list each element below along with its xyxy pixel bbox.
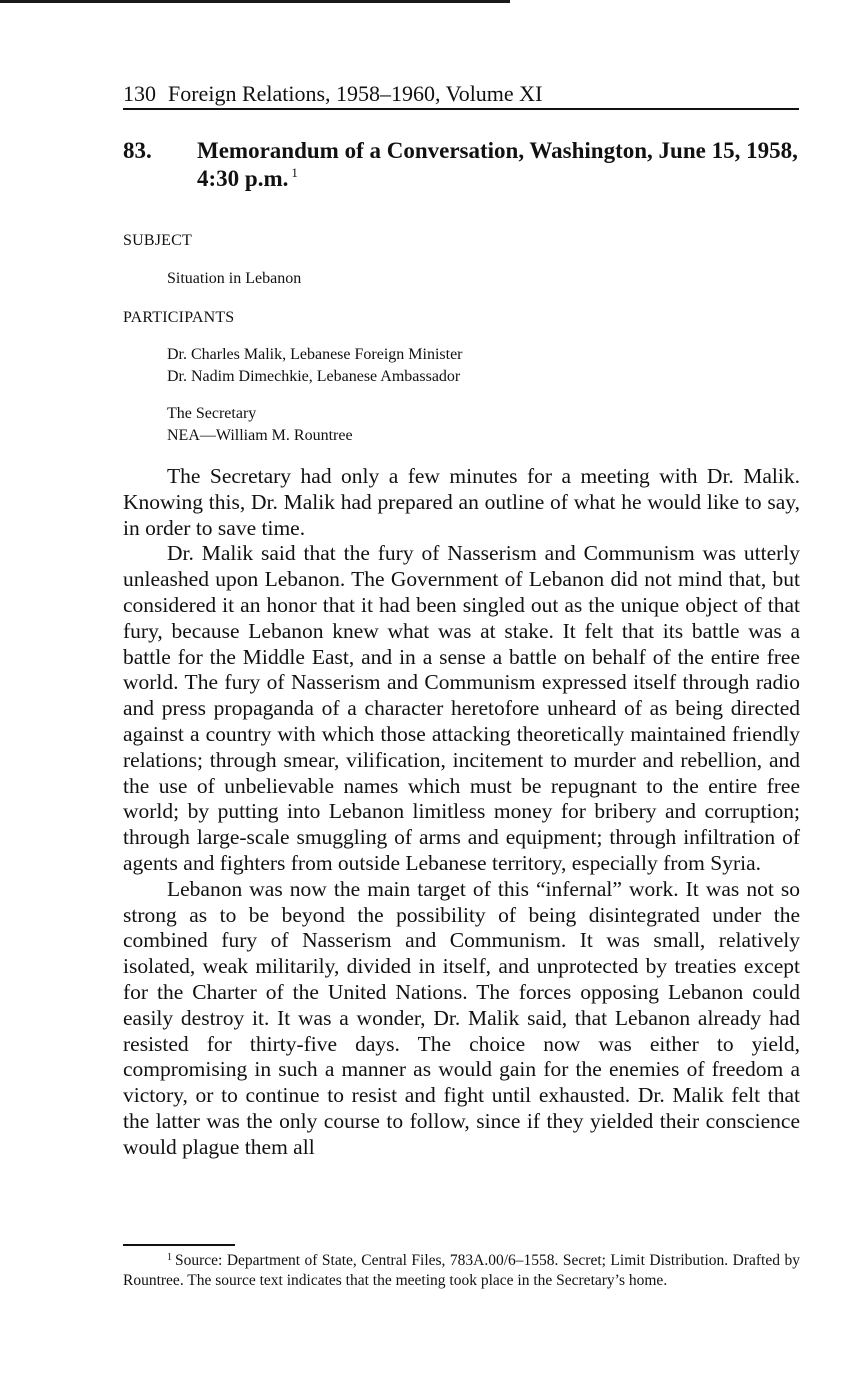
footnote [123, 1251, 800, 1291]
participant-entry: The Secretary [167, 405, 257, 422]
document-title-wrapper [197, 137, 803, 193]
footnote-marker: 1 [167, 1252, 172, 1263]
footnote-rule [123, 1244, 235, 1246]
document-title: Memorandum of a Conversation, Washington, June 15, 1958, 4:30 p.m. [197, 138, 798, 191]
footnote-text: Source: Department of State, Central Files, 783A.00/6–1558. Secret; Limit Distribution. Drafted by Rountree. The source text indicates that the meeting took place in the Secretary’s home. [123, 1252, 800, 1289]
participants-lebanese [167, 344, 463, 388]
body-paragraph: Dr. Malik said that the fury of Nasserism and Communism was utterly unleashed upon Lebanon. The Government of Lebanon did not mind that, but considered it an honor that it had been singled out as the unique object of that fury, because Lebanon knew what was at stake. It felt that its battle was a battle for the Middle East, and in a sense a battle on behalf of the entire free world. The fury of Nasserism and Communism expressed itself through radio and press propaganda of a character heretofore unheard of as being directed against a country with which those attacking theoretically maintained friendly relations; through smear, vilification, incitement to murder and rebellion, and the use of unbelievable names which must be repugnant to the entire free world; by putting into Lebanon limitless money for bribery and corruption; through large-scale smuggling of arms and equipment; through infiltration of agents and fighters from outside Lebanese territory, especially from Syria. [123, 541, 800, 875]
participant-entry: NEA—William M. Rountree [167, 427, 353, 444]
participant-entry: Dr. Charles Malik, Lebanese Foreign Minister [167, 346, 463, 363]
body-paragraph: Lebanon was now the main target of this “infernal” work. It was not so strong as to be beyond the possibility of being disintegrated under the combined fury of Nasserism and Communism. It was small, relatively isolated, weak militarily, divided in itself, and unprotected by treaties except for the Charter of the United Nations. The forces opposing Lebanon could easily destroy it. It was a wonder, Dr. Malik said, that Lebanon already had resisted for thirty-five days. The choice now was either to yield, compromising in such a manner as would gain for the enemies of freedom a victory, or to continue to resist and fight until exhausted. Dr. Malik felt that the latter was the only course to follow, since if they yielded their conscience would plague them all [123, 876, 800, 1159]
participants-us [167, 403, 353, 447]
document-number: 83. [123, 138, 152, 163]
subject-text: Situation in Lebanon [167, 270, 302, 287]
subject-block [167, 268, 301, 290]
participants-label: PARTICIPANTS [123, 309, 235, 326]
memorandum-body [123, 464, 800, 1161]
scan-edge-line [0, 0, 510, 3]
page-number: 130 [123, 81, 156, 106]
participant-entry: Dr. Nadim Dimechkie, Lebanese Ambassador [167, 368, 461, 385]
document-heading [123, 137, 803, 193]
publication-title: Foreign Relations, 1958–1960, Volume XI [168, 81, 543, 106]
body-paragraph: The Secretary had only a few minutes for a meeting with Dr. Malik. Knowing this, Dr. Malik had prepared an outline of what he would like to say, in order to save time. [123, 464, 800, 540]
running-head [123, 80, 799, 110]
subject-label: SUBJECT [123, 232, 192, 249]
footnote-reference[interactable]: 1 [291, 165, 298, 180]
